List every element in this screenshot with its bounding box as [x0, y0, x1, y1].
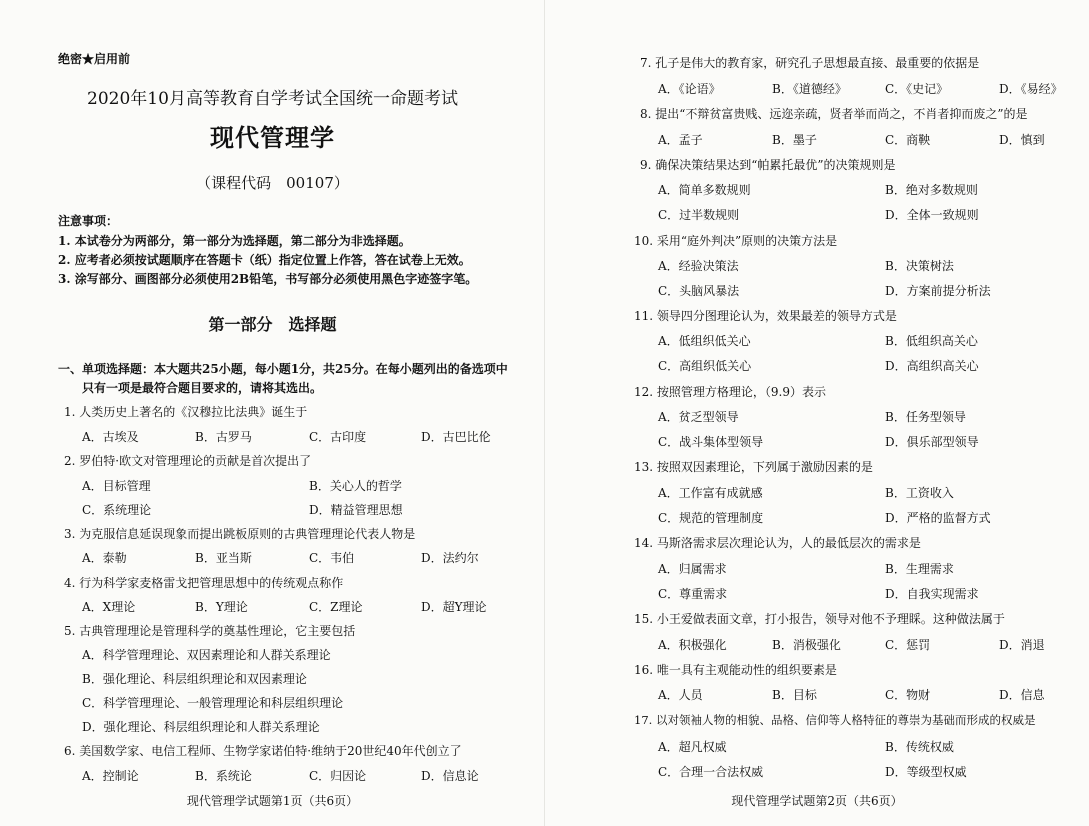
option: C．头脑风暴法: [658, 284, 740, 298]
option: B．低组织高关心: [885, 334, 978, 348]
question-stem: 10. 采用“庭外判决”原则的决策方法是: [634, 234, 838, 248]
section-line-2: 只有一项是最符合题目要求的，请将其选出。: [82, 381, 323, 395]
option: D．高组织高关心: [885, 359, 979, 373]
option: B．《道德经》: [772, 82, 847, 96]
option: C．物财: [885, 688, 931, 702]
option: D．自我实现需求: [885, 587, 979, 601]
option: B．关心人的哲学: [309, 479, 402, 493]
note-item: 2. 应考者必须按试题顺序在答题卡（纸）指定位置上作答，答在试卷上无效。: [58, 253, 471, 267]
option: D．法约尔: [421, 551, 479, 565]
question-stem: 11. 领导四分图理论认为，效果最差的领导方式是: [634, 309, 897, 323]
option: A．超凡权威: [658, 740, 727, 754]
question-stem: 17. 以对领袖人物的相貌、品格、信仰等人格特征的尊崇为基础而形成的权威是: [634, 713, 1036, 727]
question-stem: 3. 为克服信息延误现象而提出跳板原则的古典管理理论代表人物是: [64, 527, 416, 541]
question-stem: 16. 唯一具有主观能动性的组织要素是: [634, 663, 837, 677]
option: B．任务型领导: [885, 410, 966, 424]
option: B．古罗马: [195, 430, 252, 444]
option: A．贫乏型领导: [658, 410, 739, 424]
option: D．强化理论、科层组织理论和人群关系理论: [82, 720, 320, 734]
question-stem: 7. 孔子是伟大的教育家，研究孔子思想最直接、最重要的依据是: [640, 56, 980, 70]
part-title: 第一部分 选择题: [208, 315, 337, 334]
option: C．Z理论: [309, 600, 363, 614]
section-line-1: 一、单项选择题：本大题共25小题，每小题1分，共25分。在每小题列出的备选项中: [58, 362, 508, 376]
exam-page-2: [545, 0, 1089, 826]
option: A．目标管理: [82, 479, 151, 493]
option: D．信息: [999, 688, 1045, 702]
option: B．墨子: [772, 133, 817, 147]
option: B．工资收入: [885, 486, 954, 500]
subject-title: 现代管理学: [210, 123, 335, 152]
option: C．战斗集体型领导: [658, 435, 764, 449]
question-stem: 8. 提出“不辩贫富贵贱、远迩亲疏，贤者举而尚之，不肖者抑而废之”的是: [640, 107, 1028, 121]
note-item: 1. 本试卷分为两部分，第一部分为选择题，第二部分为非选择题。: [58, 234, 411, 248]
option: A．积极强化: [658, 638, 727, 652]
question-stem: 14. 马斯洛需求层次理论认为，人的最低层次的需求是: [634, 536, 921, 550]
option: A．泰勒: [82, 551, 127, 565]
option: D．超Y理论: [421, 600, 487, 614]
confidential-label: 绝密★启用前: [58, 52, 131, 66]
option: D．严格的监督方式: [885, 511, 991, 525]
question-stem: 9. 确保决策结果达到“帕累托最优”的决策规则是: [640, 158, 896, 172]
option: D．方案前提分析法: [885, 284, 991, 298]
question-stem: 15. 小王爱做表面文章，打小报告，领导对他不予理睬。这种做法属于: [634, 612, 1005, 626]
option: A．归属需求: [658, 562, 727, 576]
option: B．亚当斯: [195, 551, 252, 565]
option: D．信息论: [421, 769, 479, 783]
exam-title: 2020年10月高等教育自学考试全国统一命题考试: [87, 89, 458, 109]
option: B．强化理论、科层组织理论和双因素理论: [82, 672, 307, 686]
question-stem: 6. 美国数学家、电信工程师、生物学家诺伯特·维纳于20世纪40年代创立了: [64, 744, 462, 758]
option: B．决策树法: [885, 259, 954, 273]
option: C．尊重需求: [658, 587, 728, 601]
page-footer-left: 现代管理学试题第1页（共6页）: [186, 794, 359, 808]
option: B．传统权威: [885, 740, 954, 754]
option: C．科学管理理论、一般管理理论和科层组织理论: [82, 696, 344, 710]
section-instructions: [58, 360, 538, 398]
option: D．精益管理思想: [309, 503, 403, 517]
option: B．Y理论: [195, 600, 248, 614]
option: B．系统论: [195, 769, 252, 783]
option: B．目标: [772, 688, 817, 702]
notes-title: 注意事项：: [58, 214, 119, 228]
option: A．人员: [658, 688, 703, 702]
option: D．慎到: [999, 133, 1045, 147]
page-footer-right: 现代管理学试题第2页（共6页）: [731, 794, 903, 808]
option: D．全体一致规则: [885, 208, 979, 222]
option: A．工作富有成就感: [658, 486, 763, 500]
option: A．X理论: [82, 600, 136, 614]
option: C．高组织低关心: [658, 359, 752, 373]
question-stem: 12. 按照管理方格理论，（9.9）表示: [634, 385, 826, 399]
option: A．控制论: [82, 769, 139, 783]
question-stem: 5. 古典管理理论是管理科学的奠基性理论，它主要包括: [64, 624, 356, 638]
option: A．简单多数规则: [658, 183, 751, 197]
note-item: 3. 涂写部分、画图部分必须使用2B铅笔，书写部分必须使用黑色字迹签字笔。: [58, 272, 478, 286]
option: D．俱乐部型领导: [885, 435, 979, 449]
option: C．规范的管理制度: [658, 511, 764, 525]
option: D．消退: [999, 638, 1045, 652]
question-stem: 13. 按照双因素理论，下列属于激励因素的是: [634, 460, 873, 474]
course-code: （课程代码 00107）: [196, 174, 349, 192]
option: A．古埃及: [82, 430, 139, 444]
option: C．系统理论: [82, 503, 152, 517]
option: B．生理需求: [885, 562, 954, 576]
option: B．绝对多数规则: [885, 183, 978, 197]
option: A．低组织低关心: [658, 334, 751, 348]
question-stem: 4. 行为科学家麦格雷戈把管理思想中的传统观点称作: [64, 576, 344, 590]
option: C．过半数规则: [658, 208, 740, 222]
option: C．归因论: [309, 769, 367, 783]
option: A．科学管理理论、双因素理论和人群关系理论: [82, 648, 331, 662]
option: A．孟子: [658, 133, 703, 147]
option: D．《易经》: [999, 82, 1063, 96]
option: B．消极强化: [772, 638, 841, 652]
option: D．古巴比伦: [421, 430, 491, 444]
option: C．合理一合法权威: [658, 765, 764, 779]
option: A．《论语》: [658, 82, 721, 96]
option: A．经验决策法: [658, 259, 739, 273]
option: C．商鞅: [885, 133, 931, 147]
option: C．《史记》: [885, 82, 949, 96]
question-stem: 1. 人类历史上著名的《汉穆拉比法典》诞生于: [64, 405, 308, 419]
option: C．惩罚: [885, 638, 931, 652]
option: C．古印度: [309, 430, 367, 444]
question-stem: 2. 罗伯特·欧文对管理理论的贡献是首次提出了: [64, 454, 312, 468]
option: D．等级型权威: [885, 765, 967, 779]
option: C．韦伯: [309, 551, 355, 565]
